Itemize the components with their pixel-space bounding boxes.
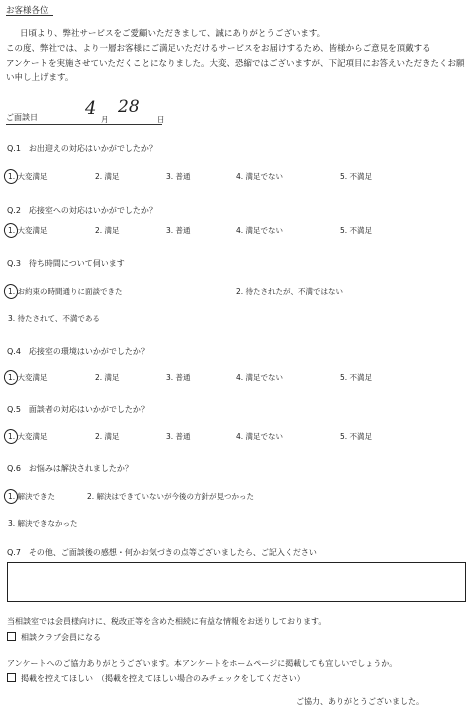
question-1: Q.1 お出迎えの対応はいかがでしたか？ (7, 144, 157, 153)
q4-option-5[interactable]: 5. 不満足 (340, 373, 373, 382)
q2-option-4[interactable]: 4. 満足でない (236, 226, 284, 235)
q5-option-3[interactable]: 3. 普通 (166, 432, 191, 441)
q2-option-3[interactable]: 3. 普通 (166, 226, 191, 235)
q1-answer-circle (2, 167, 20, 186)
q2-option-2[interactable]: 2. 満足 (95, 226, 120, 235)
q3-answer-circle (2, 282, 20, 301)
q2-answer-circle (2, 221, 20, 240)
date-label: ご面談日 (6, 113, 38, 122)
intro-line-4: い申し上げます。 (6, 73, 74, 83)
intro-line-3: アンケートを実施させていただくことになりました。大変、恐縮ではございますが、下記項目にお答えいただきたくお願 (6, 59, 465, 69)
q5-answer-circle (2, 427, 20, 446)
q4-option-4[interactable]: 4. 満足でない (236, 373, 284, 382)
q4-option-3[interactable]: 3. 普通 (166, 373, 191, 382)
q3-option-3[interactable]: 3. 待たされて、不満である (8, 314, 100, 323)
publish-checkbox[interactable] (7, 673, 16, 682)
comment-box[interactable] (7, 562, 466, 602)
question-5: Q.5 面談者の対応はいかがでしたか？ (7, 405, 149, 414)
club-checkbox-label: 相談クラブ会員になる (21, 633, 101, 642)
q6-option-2[interactable]: 2. 解決はできていないが今後の方針が見つかった (87, 492, 255, 501)
q3-option-2[interactable]: 2. 待たされたが、不満ではない (236, 287, 344, 296)
date-day-unit: 日 (157, 115, 165, 124)
salutation-underline (6, 15, 53, 16)
date-underline (6, 124, 162, 125)
q4-answer-circle (2, 368, 20, 387)
club-checkbox-row[interactable] (7, 632, 101, 643)
q3-option-1[interactable]: 1. お約束の時間通りに面談できた (8, 287, 123, 296)
q4-option-1[interactable]: 1. 大変満足 (8, 373, 48, 382)
date-day-value[interactable]: 28 (118, 97, 140, 117)
q5-option-1[interactable]: 1. 大変満足 (8, 432, 48, 441)
q5-option-5[interactable]: 5. 不満足 (340, 432, 373, 441)
publish-checkbox-row[interactable] (7, 673, 305, 684)
question-6: Q.6 お悩みは解決されましたか？ (7, 464, 133, 473)
q2-option-5[interactable]: 5. 不満足 (340, 226, 373, 235)
intro-line-2: この度、弊社では、より一層お客様にご満足いただけるサービスをお届けするため、皆様からご意見を頂戴する (6, 44, 431, 54)
q5-option-4[interactable]: 4. 満足でない (236, 432, 284, 441)
q2-option-1[interactable]: 1. 大変満足 (8, 226, 48, 235)
question-7: Q.7 その他、ご面談後の感想・何かお気づきの点等ございましたら、ご記入ください (7, 548, 317, 557)
q1-option-1[interactable]: 1. 大変満足 (8, 172, 48, 181)
date-month-value[interactable]: 4 (85, 98, 97, 119)
question-2: Q.2 応接室への対応はいかがでしたか？ (7, 206, 157, 215)
closing-text: ご協力、ありがとうございました。 (296, 697, 424, 706)
q1-option-4[interactable]: 4. 満足でない (236, 172, 284, 181)
q1-option-5[interactable]: 5. 不満足 (340, 172, 373, 181)
q4-option-2[interactable]: 2. 満足 (95, 373, 120, 382)
intro-line-1: 日頃より、弊社サービスをご愛顧いただきまして、誠にありがとうございます。 (20, 29, 326, 39)
club-checkbox[interactable] (7, 632, 16, 641)
q1-option-3[interactable]: 3. 普通 (166, 172, 191, 181)
publish-question-text: アンケートへのご協力ありがとうございます。本アンケートをホームページに掲載しても宜しいでしょうか。 (7, 659, 398, 668)
q6-option-1[interactable]: 1. 解決できた (8, 492, 56, 501)
date-month-unit: 月 (101, 115, 109, 124)
q1-option-2[interactable]: 2. 満足 (95, 172, 120, 181)
q6-answer-circle (2, 487, 20, 506)
publish-checkbox-label: 掲載を控えてほしい （掲載を控えてほしい場合のみチェックをしてください） (21, 674, 305, 683)
salutation: お客様各位 (6, 6, 49, 16)
q6-option-3[interactable]: 3. 解決できなかった (8, 519, 78, 528)
q5-option-2[interactable]: 2. 満足 (95, 432, 120, 441)
question-3: Q.3 待ち時間について伺います (7, 259, 125, 268)
question-4: Q.4 応接室の環境はいかがでしたか？ (7, 347, 149, 356)
club-info-text: 当相談室では会員様向けに、税改正等を含めた相続に有益な情報をお送りしております。 (7, 617, 327, 626)
